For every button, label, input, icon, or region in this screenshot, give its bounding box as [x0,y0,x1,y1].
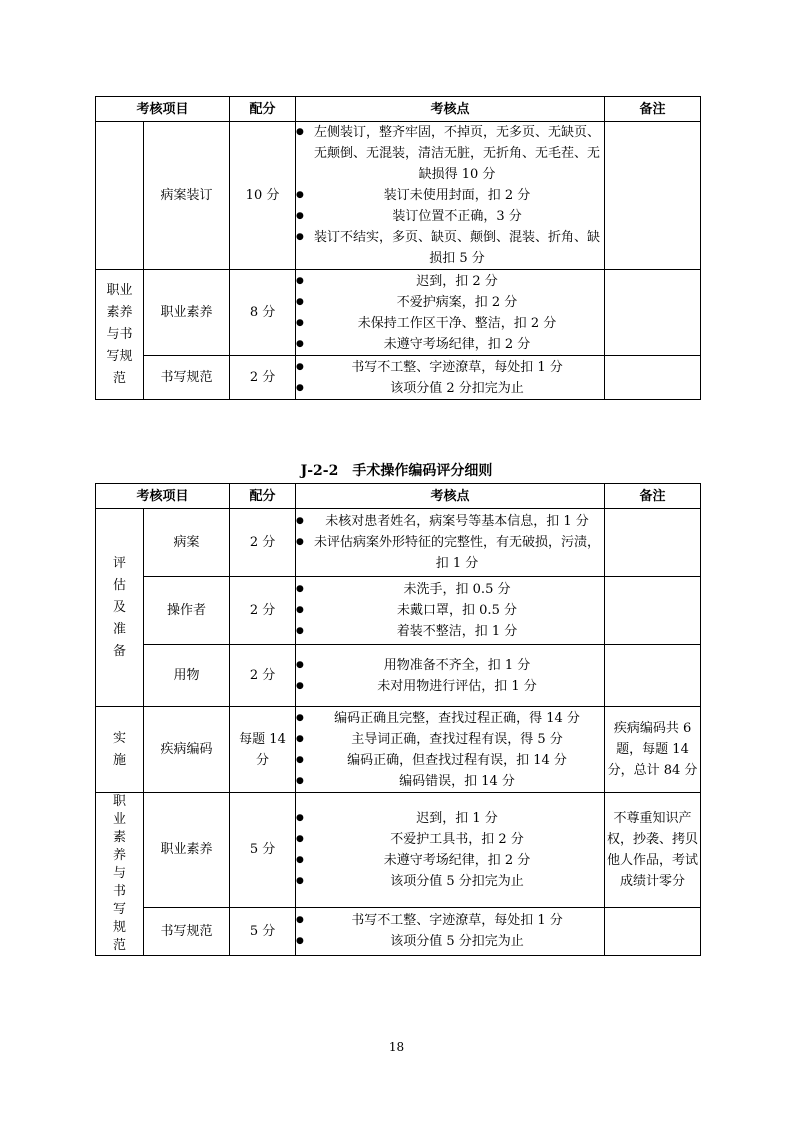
point-item: ● 不爱护工具书，扣 2 分 [296,829,604,850]
category-cell [96,270,144,400]
category-cell [96,793,144,956]
point-item: ● 书写不工整、字迹潦草，每处扣 1 分 [296,910,604,931]
point-item: ● 用物准备不齐全，扣 1 分 [296,655,604,676]
point-item: ● 未遵守考场纪律，扣 2 分 [296,850,604,871]
header-points: 考核点 [296,484,605,509]
category-label: 职业素养与书写规范 [106,282,133,386]
table-row [96,270,701,356]
points-cell [296,645,605,707]
remark-cell [605,122,701,270]
header-remark: 备注 [605,484,701,509]
sub-item: 病案装订 [144,122,230,270]
score: 2 分 [230,356,296,400]
category-label: 评估及准备 [112,555,126,659]
point-item: ● 着装不整洁，扣 1 分 [296,621,604,642]
points-cell [296,122,605,270]
point-item: ● 编码错误，扣 14 分 [296,771,604,792]
sub-item: 书写规范 [144,356,230,400]
category-cell [96,707,144,793]
point-item: ● 不爱护病案，扣 2 分 [296,292,604,313]
remark-cell [605,645,701,707]
sub-item: 职业素养 [144,793,230,908]
remark-cell: 不尊重知识产权，抄袭、拷贝他人作品，考试成绩计零分 [605,793,701,908]
point-item: ● 未核对患者姓名，病案号等基本信息，扣 1 分 [296,511,604,532]
sub-item: 用物 [144,645,230,707]
score: 8 分 [230,270,296,356]
scoring-table-2 [95,483,701,956]
point-item: ● 编码正确，但查找过程有误，扣 14 分 [296,750,604,771]
score: 2 分 [230,645,296,707]
points-cell [296,793,605,908]
point-item: ● 未对用物进行评估，扣 1 分 [296,676,604,697]
point-item: ● 左侧装订，整齐牢固，不掉页，无多页、无缺页、无颠倒、无混装，清洁无脏，无折角、无毛茬、无缺损得 10 分 [296,122,604,185]
score: 2 分 [230,509,296,577]
header-item: 考核项目 [96,97,230,122]
score: 5 分 [230,907,296,955]
remark-cell [605,577,701,645]
header-score: 配分 [230,484,296,509]
point-item: ● 装订位置不正确，3 分 [296,206,604,227]
score [230,707,296,793]
header-row [96,97,701,122]
point-item: ● 装订不结实，多页、缺页、颠倒、混装、折角、缺损扣 5 分 [296,227,604,269]
point-item: ● 装订未使用封面，扣 2 分 [296,185,604,206]
scoring-table-1 [95,96,701,400]
table-row [96,577,701,645]
score: 5 分 [230,793,296,908]
point-item: ● 主导词正确，查找过程有误，得 5 分 [296,729,604,750]
sub-item: 病案 [144,509,230,577]
sub-item: 职业素养 [144,270,230,356]
point-item: ● 未遵守考场纪律，扣 2 分 [296,334,604,355]
point-item: ● 未评估病案外形特征的完整性，有无破损，污渍，扣 1 分 [296,532,604,574]
page-number: 18 [388,1040,405,1054]
table-row [96,907,701,955]
table-row [96,793,701,908]
point-item: ● 迟到，扣 2 分 [296,271,604,292]
header-points: 考核点 [296,97,605,122]
sub-item: 疾病编码 [144,707,230,793]
point-item: ● 该项分值 5 分扣完为止 [296,931,604,952]
table-row [96,707,701,793]
category-cell-empty [96,122,144,270]
score: 2 分 [230,577,296,645]
remark-cell [605,509,701,577]
points-cell [296,707,605,793]
header-remark: 备注 [605,97,701,122]
header-score: 配分 [230,97,296,122]
score: 10 分 [230,122,296,270]
points-cell [296,907,605,955]
table-row [96,356,701,400]
remark-cell [605,356,701,400]
category-label: 实施 [112,730,126,768]
points-cell [296,577,605,645]
point-item: ● 未保持工作区干净、整洁，扣 2 分 [296,313,604,334]
point-item: ● 未戴口罩，扣 0.5 分 [296,600,604,621]
point-item: ● 书写不工整、字迹潦草，每处扣 1 分 [296,357,604,378]
points-cell [296,356,605,400]
category-label: 职业素养与书写规范 [112,794,126,953]
point-item: ● 迟到，扣 1 分 [296,808,604,829]
point-item: ● 该项分值 5 分扣完为止 [296,871,604,892]
header-row [96,484,701,509]
remark-cell [605,907,701,955]
remark-cell: 疾病编码共 6 题，每题 14 分，总计 84 分 [605,707,701,793]
remark-cell [605,270,701,356]
table-row [96,509,701,577]
points-cell [296,509,605,577]
category-cell [96,509,144,707]
table-caption: J-2-2 手术操作编码评分细则 [300,463,493,479]
point-item: ● 未洗手，扣 0.5 分 [296,579,604,600]
point-item: ● 编码正确且完整，查找过程正确，得 14 分 [296,708,604,729]
header-item: 考核项目 [96,484,230,509]
table-row [96,645,701,707]
sub-item: 操作者 [144,577,230,645]
score-text: 每题 14 分 [239,731,286,768]
sub-item: 书写规范 [144,907,230,955]
points-cell [296,270,605,356]
table-row [96,122,701,270]
point-item: ● 该项分值 2 分扣完为止 [296,378,604,399]
